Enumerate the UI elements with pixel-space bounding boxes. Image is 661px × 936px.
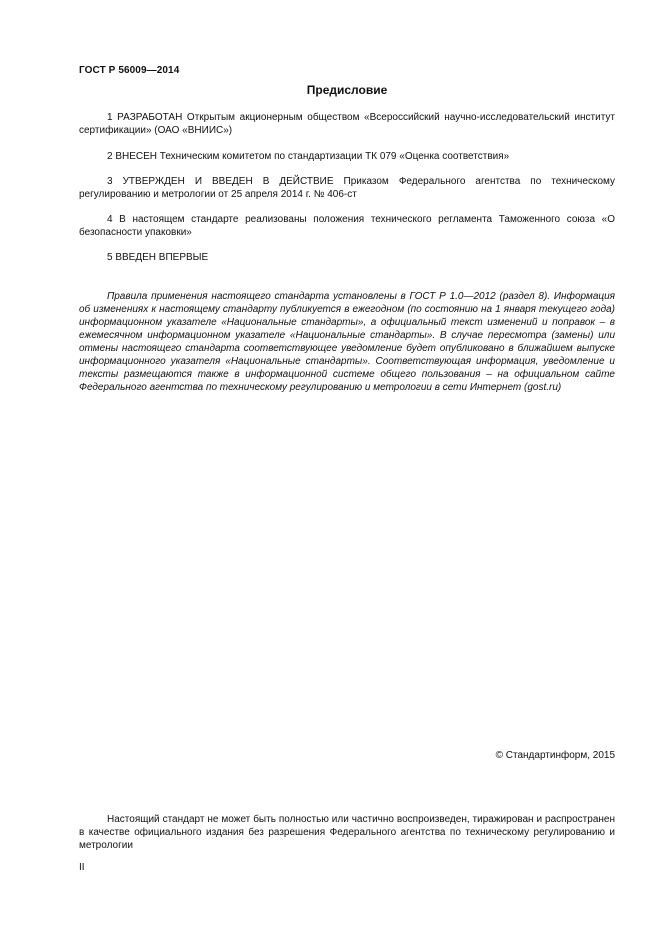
reproduction-notice: Настоящий стандарт не может быть полностью или частично воспроизведен, тиражирован и распространен в качестве официального издания без разрешения Федерального агентства по техническому регулированию и метрологии bbox=[79, 814, 615, 851]
foreword-item-5: 5 ВВЕДЕН ВПЕРВЫЕ bbox=[107, 252, 209, 263]
foreword-item-3: 3 УТВЕРЖДЕН И ВВЕДЕН В ДЕЙСТВИЕ Приказом Федерального агентства по техническому регулированию и метрологии от 25 апреля 2014 г. № 406-ст bbox=[79, 176, 615, 200]
foreword-item-2: 2 ВНЕСЕН Техническим комитетом по стандартизации ТК 079 «Оценка соответствия» bbox=[107, 151, 510, 162]
page-title: Предисловие bbox=[306, 83, 388, 97]
foreword-item-4: 4 В настоящем стандарте реализованы положения технического регламента Таможенного союза «О безопасности упаковки» bbox=[79, 214, 615, 238]
application-notice: Правила применения настоящего стандарта установлены в ГОСТ Р 1.0—2012 (раздел 8). Информация об изменениях к настоящему стандарту публикуется в ежегодном (по состоянию на 1 января текущего года) информационном указателе «Национальные стандарты», а официальный текст изменений и поправок – в ежемесячном информационном указателе «Национальные стандарты». В случае пересмотра (замены) или отмены настоящего стандарта соответствующее уведомление будет опубликовано в ближайшем выпуске информационного указателя «Национальные стандарты». Соответствующая информация, уведомление и тексты размещаются также в информационной системе общего пользования – на официальном сайте Федерального агентства по техническому регулированию и метрологии в сети Интернет (gost.ru) bbox=[79, 291, 615, 393]
copyright-line: © Стандартинформ, 2015 bbox=[495, 750, 615, 761]
foreword-item-1: 1 РАЗРАБОТАН Открытым акционерным обществом «Всероссийский научно-исследовательский институт сертификации» (ОАО «ВНИИС») bbox=[79, 112, 615, 136]
page-number: II bbox=[79, 862, 85, 873]
standard-code-header: ГОСТ Р 56009—2014 bbox=[79, 65, 180, 76]
